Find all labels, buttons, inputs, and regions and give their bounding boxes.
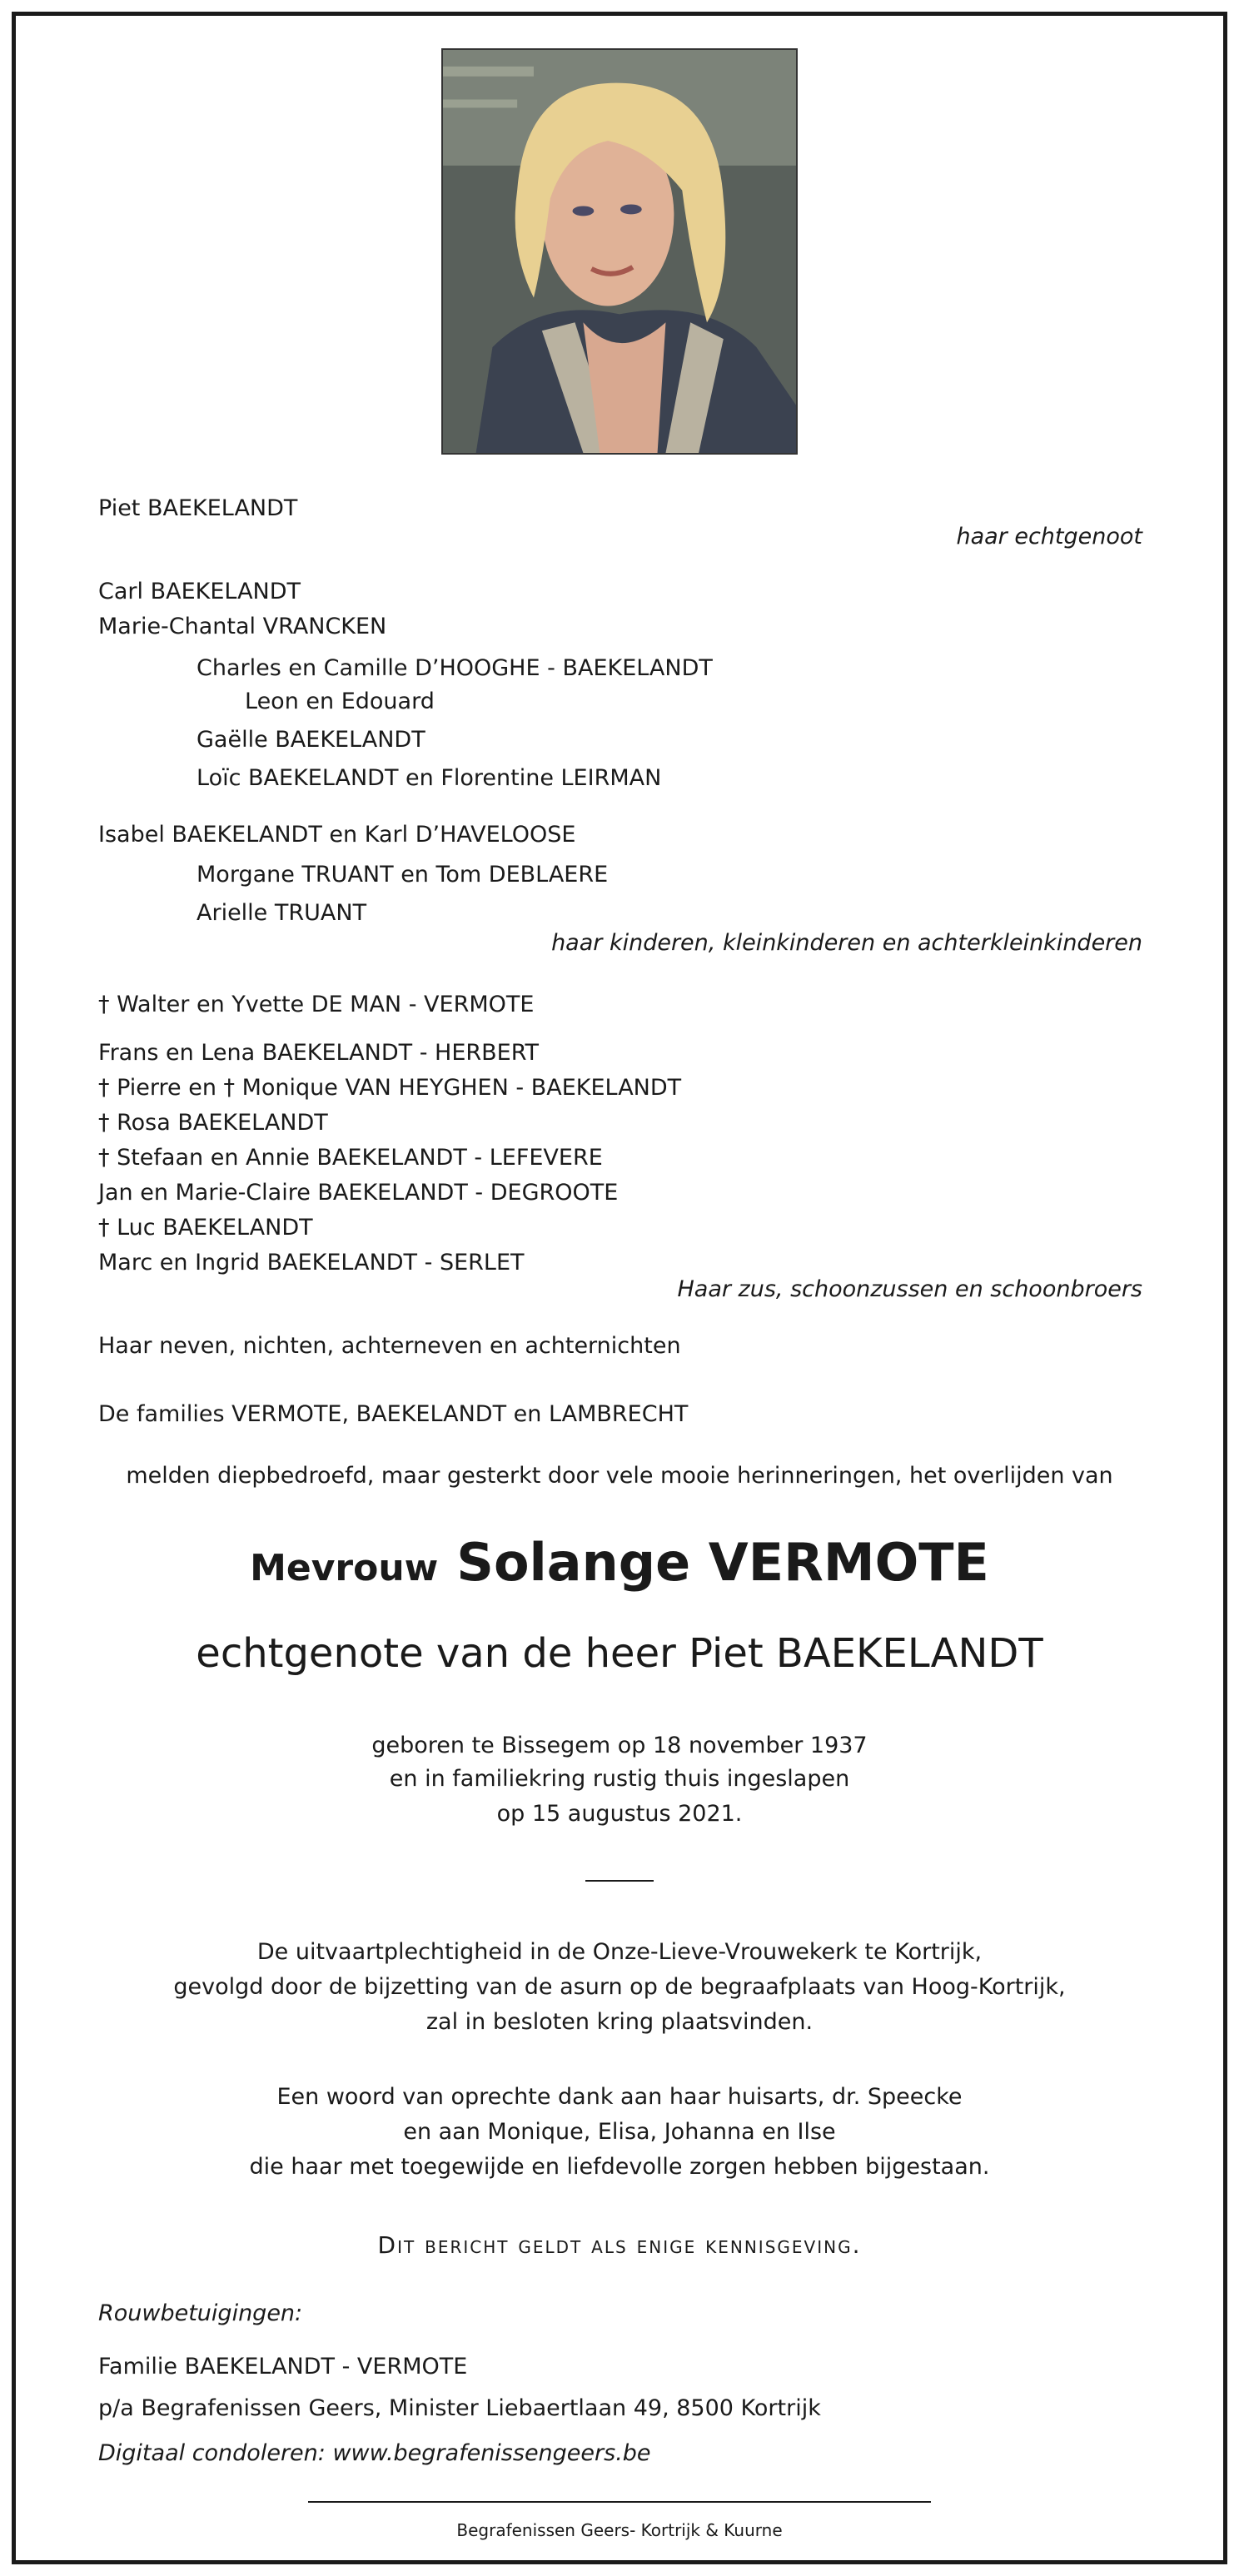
grandchild-gaelle: Gaëlle BAEKELANDT: [197, 727, 425, 753]
death-date-line: op 15 augustus 2021.: [496, 1801, 743, 1827]
passing-line: en in familiekring rustig thuis ingeslapen: [389, 1766, 850, 1792]
thanks-line-2: en aan Monique, Elisa, Johanna en Ilse: [403, 2119, 836, 2145]
thanks-line-1: Een woord van oprechte dank aan haar huisarts, dr. Speecke: [276, 2084, 963, 2110]
relatives-line: Haar neven, nichten, achterneven en achternichten: [98, 1333, 681, 1359]
condolences-family: Familie BAEKELANDT - VERMOTE: [98, 2354, 468, 2380]
grandchild-charles-camille: Charles en Camille D’HOOGHE - BAEKELANDT: [197, 655, 713, 681]
child-isabel: Isabel BAEKELANDT en Karl D’HAVELOOSE: [98, 822, 576, 848]
footer-text: Begrafenissen Geers- Kortrijk & Kuurne: [456, 2520, 783, 2540]
child-carl: Carl BAEKELANDT: [98, 579, 301, 604]
footer-rule: [308, 2501, 931, 2503]
great-grandchildren-leon-edouard: Leon en Edouard: [245, 689, 435, 714]
sibling-item: Jan en Marie-Claire BAEKELANDT - DEGROOTE: [98, 1180, 619, 1206]
spouse-role: haar echtgenoot: [956, 524, 1142, 550]
condolences-address: p/a Begrafenissen Geers, Minister Liebaertlaan 49, 8500 Kortrijk: [98, 2395, 821, 2421]
sibling-item: Frans en Lena BAEKELANDT - HERBERT: [98, 1040, 540, 1066]
notice-line: Dit bericht geldt als enige kennisgeving.: [377, 2231, 862, 2259]
funeral-line-2: gevolgd door de bijzetting van de asurn op de begraafplaats van Hoog-Kortrijk,: [173, 1974, 1066, 2000]
birth-line: geboren te Bissegem op 18 november 1937: [371, 1733, 868, 1758]
deceased-name: Solange VERMOTE: [456, 1532, 989, 1593]
portrait-icon: [443, 50, 796, 453]
sibling-item: † Pierre en † Monique VAN HEYGHEN - BAEKELANDT: [98, 1075, 682, 1101]
grandchild-loic: Loïc BAEKELANDT en Florentine LEIRMAN: [197, 765, 662, 791]
sibling-item: † Luc BAEKELANDT: [98, 1215, 313, 1241]
spouse-name: Piet BAEKELANDT: [98, 495, 298, 521]
announcement-line: melden diepbedroefd, maar gesterkt door vele mooie herinneringen, het overlijden van: [126, 1463, 1113, 1489]
condolences-digital-link[interactable]: Digitaal condoleren: www.begrafenissengeers.be: [98, 2440, 651, 2466]
grandchild-arielle: Arielle TRUANT: [197, 900, 367, 926]
deceased-title: Mevrouw: [250, 1547, 439, 1589]
sibling-item: † Walter en Yvette DE MAN - VERMOTE: [98, 992, 535, 1017]
sibling-item: † Rosa BAEKELANDT: [98, 1110, 328, 1136]
child-marie-chantal: Marie-Chantal VRANCKEN: [98, 614, 387, 639]
deceased-spouse-line: echtgenote van de heer Piet BAEKELANDT: [196, 1630, 1043, 1677]
portrait-photo: [441, 48, 798, 455]
sibling-item: Marc en Ingrid BAEKELANDT - SERLET: [98, 1250, 525, 1276]
separator-rule: [585, 1880, 654, 1882]
deceased-name-line: [0, 1532, 1239, 1593]
families-line: De families VERMOTE, BAEKELANDT en LAMBRECHT: [98, 1401, 689, 1427]
condolences-label: Rouwbetuigingen:: [98, 2300, 303, 2326]
funeral-line-1: De uitvaartplechtigheid in de Onze-Lieve-Vrouwekerk te Kortrijk,: [256, 1939, 983, 1965]
thanks-line-3: die haar met toegewijde en liefdevolle zorgen hebben bijgestaan.: [249, 2154, 990, 2180]
sibling-item: † Stefaan en Annie BAEKELANDT - LEFEVERE: [98, 1145, 603, 1171]
children-role: haar kinderen, kleinkinderen en achterkleinkinderen: [551, 930, 1142, 956]
siblings-role: Haar zus, schoonzussen en schoonbroers: [677, 1276, 1142, 1302]
grandchild-morgane: Morgane TRUANT en Tom DEBLAERE: [197, 862, 609, 888]
funeral-line-3: zal in besloten kring plaatsvinden.: [425, 2009, 814, 2035]
